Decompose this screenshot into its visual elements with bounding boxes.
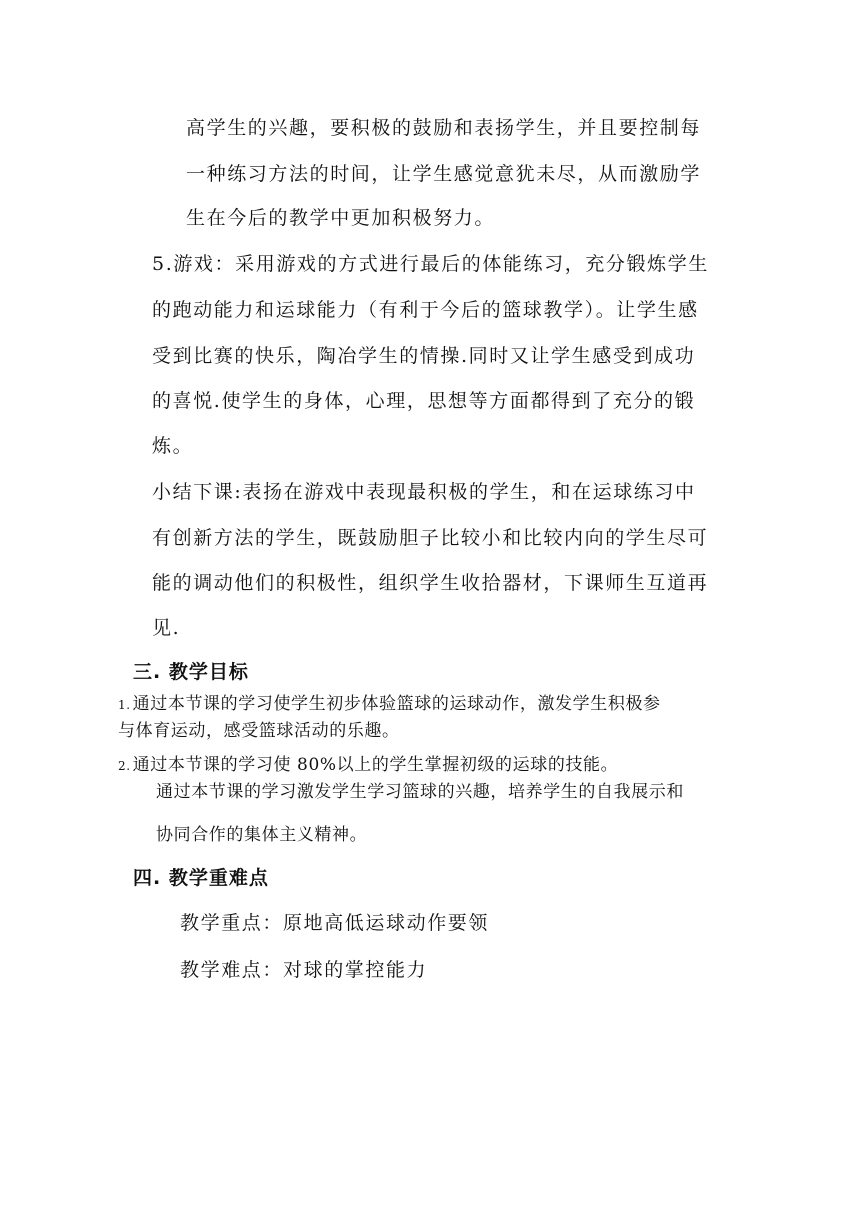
section-three-heading: 三. 教学目标 (133, 661, 249, 683)
objective-item-2 (118, 753, 618, 778)
game-line-3: 受到比赛的快乐，陶冶学生的情操.同时又让学生感受到成功 (152, 345, 696, 367)
objective-item-2-text: 通过本节课的学习使 80%以上的学生掌握初级的运球的技能。 (132, 755, 619, 775)
summary-line-4: 见. (152, 617, 181, 639)
game-line-2: 的跑动能力和运球能力（有利于今后的篮球教学）。让学生感 (152, 299, 699, 321)
section-four-heading: 四. 教学重难点 (133, 867, 269, 889)
difficult-point-text: 教学难点：对球的掌控能力 (180, 959, 428, 981)
summary-line-3: 能的调动他们的积极性，组织学生收拾器材，下课师生互道再 (152, 572, 709, 594)
game-line-1: 5.游戏：采用游戏的方式进行最后的体能练习，充分锻炼学生 (152, 253, 709, 275)
game-line-5: 炼。 (152, 435, 194, 457)
objective-item-3: 通过本节课的学习激发学生学习篮球的兴趣，培养学生的自我展示和 (156, 782, 684, 802)
continuation-line-3: 生在今后的教学中更加积极努力。 (186, 207, 496, 229)
objective-item-1-text: 通过本节课的学习使学生初步体验篮球的运球动作，激发学生积极参 (132, 694, 661, 714)
continuation-line-2: 一种练习方法的时间，让学生感觉意犹未尽，从而激励学 (186, 163, 702, 185)
game-line-4: 的喜悦.使学生的身体，心理，思想等方面都得到了充分的锻 (152, 390, 696, 412)
objective-item-2-number: 2. (118, 759, 131, 773)
summary-line-2: 有创新方法的学生，既鼓励胆子比较小和比较内向的学生尽可 (152, 527, 709, 549)
objective-item-1-number: 1. (118, 698, 131, 712)
key-point-text: 教学重点：原地高低运球动作要领 (180, 912, 490, 934)
continuation-line-1: 高学生的兴趣，要积极的鼓励和表扬学生，并且要控制每 (186, 117, 702, 139)
objective-item-1-continued: 与体育运动，感受篮球活动的乐趣。 (118, 721, 400, 741)
objective-item-1 (118, 692, 661, 717)
objective-item-3-continued: 协同合作的集体主义精神。 (156, 825, 368, 845)
summary-line-1: 小结下课:表扬在游戏中表现最积极的学生，和在运球练习中 (152, 481, 696, 503)
